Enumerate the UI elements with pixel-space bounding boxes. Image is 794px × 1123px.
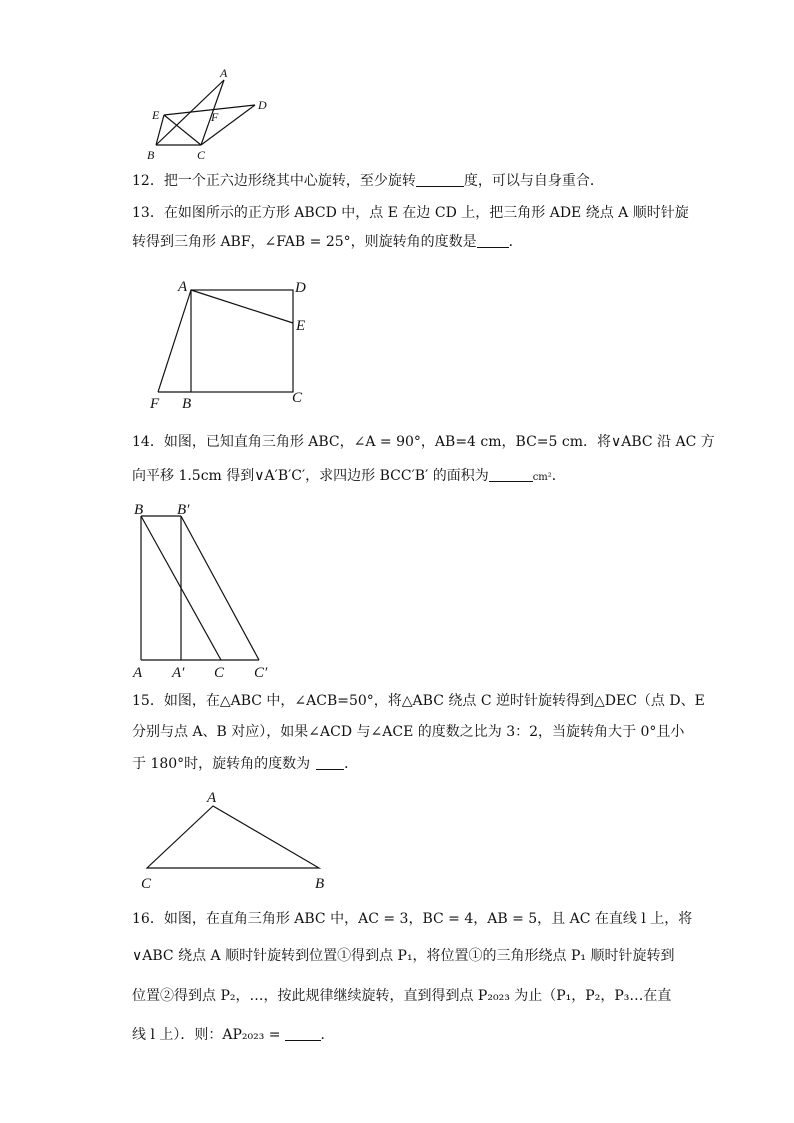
label-F: F	[211, 110, 219, 124]
label-B: B	[315, 876, 325, 892]
label-C: C	[141, 876, 152, 892]
label-C-prime: C′	[254, 665, 268, 681]
square-ABCD	[191, 290, 293, 392]
figure-q14-svg	[130, 500, 290, 685]
question-15-line-1: 15．如图，在△ABC 中，∠ACB=50°，将△ABC 绕点 C 逆时针旋转得到△DEC（点 D、E	[132, 693, 705, 709]
triangle-ABC	[147, 806, 319, 868]
question-16-line-2: ∨ABC 绕点 A 顺时针旋转到位置①得到点 P₁，将位置①的三角形绕点 P₁ 顺时针旋转到	[132, 948, 675, 964]
question-13-line-1: 13．在如图所示的正方形 ABCD 中，点 E 在边 CD 上，把三角形 ADE 绕点 A 顺时针旋	[132, 205, 689, 221]
segment-AF	[158, 290, 191, 392]
answer-blank-14[interactable]	[489, 468, 533, 482]
question-15-line-2: 分别与点 A、B 对应），如果∠ACD 与∠ACE 的度数之比为 3：2，当旋转角大于 0°且小	[132, 724, 685, 740]
label-A: A	[207, 790, 217, 806]
label-D: D	[258, 98, 267, 112]
label-A: A	[220, 66, 228, 80]
label-D: D	[295, 280, 306, 296]
question-13-line-2: 转得到三角形 ABF，∠FAB = 25°，则旋转角的度数是 ．	[132, 234, 523, 250]
question-16-line-1: 16．如图，在直角三角形 ABC 中，AC = 3，BC = 4，AB = 5，且 AC 在直线 l 上，将	[132, 911, 693, 927]
label-C: C	[214, 665, 225, 681]
question-14-line-2: 向平移 1.5cm 得到∨A′B′C′，求四边形 BCC′B′ 的面积为 cm²．	[132, 468, 566, 484]
segment-ED	[164, 105, 255, 115]
label-A: A	[133, 665, 143, 681]
question-14-line-1: 14．如图，已知直角三角形 ABC，∠A = 90°，AB=4 cm，BC=5 cm．将∨ABC 沿 AC 方	[132, 434, 715, 450]
segment-B2C2	[181, 516, 259, 660]
label-A-prime: A′	[172, 665, 185, 681]
figure-q15	[135, 785, 335, 895]
question-16-line-3: 位置②得到点 P₂，…，按此规律继续旋转，直到得到点 P₂₀₂₃ 为止（P₁，P₂，P₃…在直	[132, 988, 672, 1004]
figure-q11-svg	[140, 65, 280, 165]
label-E: E	[296, 318, 306, 334]
figure-q15-svg	[135, 785, 335, 895]
question-15-line-3: 于 180°时，旋转角的度数为 ．	[132, 756, 359, 772]
answer-blank-15[interactable]	[316, 756, 344, 770]
label-E: E	[152, 108, 160, 122]
label-F: F	[150, 396, 160, 412]
label-B: B	[134, 502, 144, 518]
label-B-prime: B′	[177, 502, 190, 518]
label-C: C	[197, 148, 206, 162]
label-A: A	[178, 279, 188, 295]
answer-blank-12[interactable]	[416, 173, 464, 187]
label-C: C	[292, 390, 303, 406]
figure-q14	[130, 500, 290, 685]
segment-CD	[201, 105, 255, 145]
answer-blank-13[interactable]	[477, 234, 509, 248]
figure-q11	[140, 65, 280, 165]
segment-AE	[191, 290, 293, 323]
figure-q13-svg	[140, 275, 320, 415]
answer-blank-16[interactable]	[285, 1027, 321, 1041]
figure-q13	[140, 275, 320, 415]
question-16-line-4: 线 l 上）．则：AP₂₀₂₃ = ．	[132, 1027, 335, 1043]
label-B: B	[182, 396, 192, 412]
question-12: 12．把一个正六边形绕其中心旋转，至少旋转 度，可以与自身重合．	[132, 173, 604, 189]
label-B: B	[147, 148, 155, 162]
